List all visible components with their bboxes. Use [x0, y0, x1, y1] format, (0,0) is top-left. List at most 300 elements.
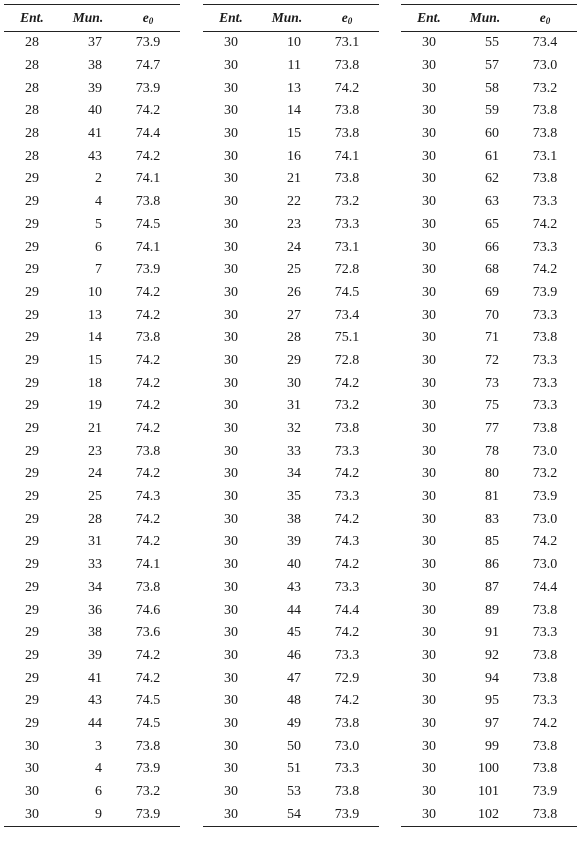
table-row [203, 554, 379, 577]
header-e0-sub: 0 [148, 16, 154, 26]
cell-e0: 73.3 [532, 398, 558, 414]
table-row [401, 577, 577, 600]
cell-e0: 73.9 [135, 80, 161, 96]
cell-mun: 92 [485, 647, 499, 663]
cell-e0: 74.2 [334, 375, 360, 391]
header-e0-sub: 0 [347, 16, 353, 26]
header-e0 [116, 10, 180, 26]
table-row [203, 214, 379, 237]
cell-mun: 27 [287, 307, 301, 323]
cell-e0: 73.3 [532, 352, 558, 368]
cell-e0: 74.2 [334, 557, 360, 573]
cell-mun: 26 [287, 284, 301, 300]
cell-e0: 73.8 [334, 784, 360, 800]
cell-ent: 29 [25, 693, 39, 709]
cell-mun: 60 [485, 126, 499, 142]
table-row [401, 622, 577, 645]
table-row [401, 259, 577, 282]
cell-e0: 74.4 [334, 602, 360, 618]
table-row [4, 395, 180, 418]
table-row [203, 418, 379, 441]
table-row [401, 327, 577, 350]
table-row [401, 440, 577, 463]
cell-e0: 73.3 [532, 307, 558, 323]
cell-ent: 30 [224, 625, 238, 641]
header-mun: Mun. [469, 10, 501, 25]
table-row [203, 645, 379, 668]
table-row [203, 713, 379, 736]
cell-ent: 29 [25, 715, 39, 731]
cell-mun: 5 [95, 216, 102, 232]
cell-ent: 30 [422, 284, 436, 300]
cell-mun: 63 [485, 194, 499, 210]
cell-e0: 74.5 [135, 715, 161, 731]
cell-e0: 74.2 [135, 375, 161, 391]
cell-e0: 73.8 [532, 761, 558, 777]
cell-mun: 44 [88, 715, 102, 731]
cell-ent: 30 [422, 625, 436, 641]
cell-ent: 29 [25, 284, 39, 300]
cell-ent: 30 [224, 647, 238, 663]
cell-e0: 73.3 [334, 647, 360, 663]
table-row [203, 463, 379, 486]
table-row [401, 350, 577, 373]
table-row [401, 508, 577, 531]
cell-e0: 73.8 [532, 421, 558, 437]
table-row [4, 100, 180, 123]
cell-e0: 74.5 [135, 693, 161, 709]
cell-ent: 30 [224, 602, 238, 618]
cell-mun: 61 [485, 148, 499, 164]
cell-ent: 30 [422, 126, 436, 142]
cell-e0: 74.3 [334, 534, 360, 550]
cell-ent: 30 [224, 171, 238, 187]
cell-e0: 73.8 [532, 330, 558, 346]
cell-ent: 30 [422, 171, 436, 187]
cell-e0: 74.2 [135, 466, 161, 482]
cell-mun: 10 [287, 35, 301, 51]
cell-mun: 14 [88, 330, 102, 346]
header-e0-base: e [341, 10, 348, 25]
cell-mun: 4 [95, 194, 102, 210]
cell-mun: 6 [95, 239, 102, 255]
cell-e0: 73.2 [135, 784, 161, 800]
cell-ent: 29 [25, 171, 39, 187]
table-row [4, 667, 180, 690]
cell-mun: 21 [88, 421, 102, 437]
table-row [203, 803, 379, 826]
cell-e0: 73.9 [532, 784, 558, 800]
cell-ent: 30 [224, 262, 238, 278]
table-row [4, 645, 180, 668]
header-ent: Ent. [417, 10, 441, 25]
cell-mun: 53 [287, 784, 301, 800]
cell-e0: 73.2 [334, 398, 360, 414]
cell-mun: 24 [88, 466, 102, 482]
table-row [4, 735, 180, 758]
table-row [203, 690, 379, 713]
cell-e0: 74.2 [135, 352, 161, 368]
cell-ent: 30 [224, 330, 238, 346]
cell-ent: 28 [25, 35, 39, 51]
cell-ent: 29 [25, 216, 39, 232]
cell-mun: 40 [88, 103, 102, 119]
table-row [401, 55, 577, 78]
cell-ent: 30 [422, 693, 436, 709]
cell-ent: 30 [224, 761, 238, 777]
table-row [203, 372, 379, 395]
cell-e0: 73.8 [532, 738, 558, 754]
table-row [4, 690, 180, 713]
cell-mun: 100 [478, 761, 499, 777]
table-row [4, 440, 180, 463]
cell-ent: 30 [422, 80, 436, 96]
cell-ent: 30 [224, 715, 238, 731]
table-row [401, 463, 577, 486]
cell-e0: 74.2 [532, 262, 558, 278]
cell-ent: 29 [25, 602, 39, 618]
cell-ent: 30 [422, 194, 436, 210]
cell-ent: 30 [422, 466, 436, 482]
cell-mun: 70 [485, 307, 499, 323]
table-row [401, 214, 577, 237]
cell-ent: 29 [25, 262, 39, 278]
header-ent: Ent. [20, 10, 44, 25]
table-row [4, 168, 180, 191]
cell-mun: 21 [287, 171, 301, 187]
cell-mun: 18 [88, 375, 102, 391]
cell-mun: 23 [287, 216, 301, 232]
cell-e0: 73.8 [532, 670, 558, 686]
table-row [203, 123, 379, 146]
cell-ent: 30 [422, 602, 436, 618]
table-row [401, 100, 577, 123]
table-row [4, 781, 180, 804]
cell-mun: 87 [485, 579, 499, 595]
cell-mun: 39 [88, 647, 102, 663]
header-row [401, 5, 577, 31]
cell-mun: 89 [485, 602, 499, 618]
header-e0-base: e [142, 10, 149, 25]
table-row [4, 508, 180, 531]
cell-mun: 43 [287, 579, 301, 595]
table-row [4, 372, 180, 395]
cell-e0: 73.8 [532, 647, 558, 663]
table-row [203, 191, 379, 214]
cell-ent: 30 [422, 511, 436, 527]
cell-ent: 29 [25, 352, 39, 368]
cell-e0: 73.8 [135, 330, 161, 346]
table-row [401, 77, 577, 100]
table-row [4, 236, 180, 259]
table-row [203, 395, 379, 418]
table-row [4, 145, 180, 168]
header-e0-base: e [539, 10, 546, 25]
table-row [203, 735, 379, 758]
cell-mun: 3 [95, 738, 102, 754]
cell-mun: 41 [88, 670, 102, 686]
table-row [401, 531, 577, 554]
cell-e0: 73.3 [532, 239, 558, 255]
cell-ent: 30 [224, 443, 238, 459]
cell-ent: 28 [25, 126, 39, 142]
table-body [4, 32, 180, 826]
cell-ent: 30 [224, 194, 238, 210]
table-row [401, 32, 577, 55]
table-row [4, 304, 180, 327]
cell-ent: 30 [224, 103, 238, 119]
cell-mun: 11 [287, 58, 301, 74]
table-block-3 [401, 0, 577, 827]
cell-mun: 16 [287, 148, 301, 164]
cell-e0: 73.8 [532, 171, 558, 187]
cell-e0: 74.2 [135, 284, 161, 300]
cell-ent: 29 [25, 330, 39, 346]
cell-mun: 47 [287, 670, 301, 686]
cell-ent: 29 [25, 557, 39, 573]
cell-mun: 13 [287, 80, 301, 96]
cell-e0: 72.9 [334, 670, 360, 686]
cell-ent: 30 [422, 58, 436, 74]
cell-ent: 29 [25, 466, 39, 482]
cell-ent: 30 [224, 489, 238, 505]
cell-mun: 39 [88, 80, 102, 96]
cell-ent: 30 [422, 557, 436, 573]
table-block-1 [4, 0, 180, 827]
cell-mun: 34 [88, 579, 102, 595]
cell-mun: 30 [287, 375, 301, 391]
cell-mun: 13 [88, 307, 102, 323]
cell-ent: 30 [25, 806, 39, 822]
table-row [203, 55, 379, 78]
table-row [203, 531, 379, 554]
cell-mun: 35 [287, 489, 301, 505]
cell-mun: 4 [95, 761, 102, 777]
table-row [203, 577, 379, 600]
table-row [401, 395, 577, 418]
table-row [203, 350, 379, 373]
cell-ent: 30 [224, 693, 238, 709]
cell-mun: 6 [95, 784, 102, 800]
cell-mun: 62 [485, 171, 499, 187]
cell-mun: 86 [485, 557, 499, 573]
cell-mun: 28 [287, 330, 301, 346]
cell-ent: 30 [422, 647, 436, 663]
cell-ent: 30 [422, 534, 436, 550]
cell-e0: 74.2 [334, 693, 360, 709]
cell-ent: 30 [422, 738, 436, 754]
cell-ent: 30 [224, 421, 238, 437]
cell-ent: 30 [422, 148, 436, 164]
table-row [401, 236, 577, 259]
cell-ent: 30 [422, 352, 436, 368]
cell-ent: 29 [25, 239, 39, 255]
cell-e0: 73.2 [532, 80, 558, 96]
cell-ent: 30 [422, 330, 436, 346]
bottom-rule [4, 826, 180, 827]
cell-e0: 73.8 [532, 806, 558, 822]
cell-ent: 30 [224, 784, 238, 800]
cell-mun: 68 [485, 262, 499, 278]
cell-mun: 10 [88, 284, 102, 300]
bottom-rule [401, 826, 577, 827]
table-row [4, 418, 180, 441]
header-row [4, 5, 180, 31]
cell-ent: 29 [25, 194, 39, 210]
cell-e0: 74.2 [334, 80, 360, 96]
cell-e0: 74.2 [334, 466, 360, 482]
cell-e0: 74.2 [135, 534, 161, 550]
cell-ent: 30 [25, 738, 39, 754]
cell-ent: 28 [25, 148, 39, 164]
cell-mun: 38 [88, 58, 102, 74]
cell-e0: 73.9 [334, 806, 360, 822]
cell-ent: 30 [422, 375, 436, 391]
bottom-rule [203, 826, 379, 827]
cell-mun: 94 [485, 670, 499, 686]
cell-ent: 29 [25, 489, 39, 505]
cell-mun: 41 [88, 126, 102, 142]
cell-mun: 15 [287, 126, 301, 142]
cell-e0: 73.1 [334, 35, 360, 51]
cell-e0: 73.9 [135, 761, 161, 777]
cell-mun: 78 [485, 443, 499, 459]
table-row [4, 282, 180, 305]
table-row [203, 440, 379, 463]
cell-e0: 74.2 [135, 670, 161, 686]
cell-ent: 30 [224, 239, 238, 255]
cell-mun: 28 [88, 511, 102, 527]
cell-ent: 30 [224, 80, 238, 96]
cell-mun: 31 [287, 398, 301, 414]
table-row [401, 554, 577, 577]
cell-ent: 30 [224, 126, 238, 142]
cell-ent: 30 [224, 511, 238, 527]
cell-mun: 7 [95, 262, 102, 278]
cell-ent: 30 [422, 443, 436, 459]
cell-e0: 72.8 [334, 352, 360, 368]
cell-ent: 30 [422, 670, 436, 686]
table-row [401, 282, 577, 305]
table-row [203, 100, 379, 123]
cell-ent: 29 [25, 375, 39, 391]
cell-ent: 30 [224, 466, 238, 482]
table-row [203, 32, 379, 55]
cell-e0: 73.8 [135, 579, 161, 595]
cell-e0: 73.8 [532, 103, 558, 119]
cell-ent: 29 [25, 534, 39, 550]
header-e0 [513, 10, 577, 26]
cell-mun: 22 [287, 194, 301, 210]
table-row [4, 214, 180, 237]
cell-ent: 30 [422, 715, 436, 731]
cell-e0: 73.3 [532, 194, 558, 210]
cell-mun: 58 [485, 80, 499, 96]
table-row [4, 463, 180, 486]
table-row [401, 599, 577, 622]
cell-ent: 30 [422, 216, 436, 232]
table-row [4, 259, 180, 282]
cell-e0: 75.1 [334, 330, 360, 346]
table-row [203, 145, 379, 168]
cell-ent: 29 [25, 421, 39, 437]
table-body [401, 32, 577, 826]
cell-mun: 24 [287, 239, 301, 255]
cell-mun: 102 [478, 806, 499, 822]
cell-mun: 37 [88, 35, 102, 51]
cell-mun: 25 [88, 489, 102, 505]
table-row [401, 690, 577, 713]
cell-e0: 74.7 [135, 58, 161, 74]
cell-e0: 73.8 [135, 738, 161, 754]
cell-e0: 74.3 [135, 489, 161, 505]
table-row [4, 531, 180, 554]
cell-mun: 101 [478, 784, 499, 800]
cell-ent: 29 [25, 443, 39, 459]
cell-e0: 73.9 [135, 35, 161, 51]
table-row [4, 803, 180, 826]
cell-mun: 44 [287, 602, 301, 618]
cell-ent: 30 [422, 307, 436, 323]
cell-ent: 30 [224, 58, 238, 74]
cell-e0: 74.1 [135, 557, 161, 573]
cell-e0: 73.3 [532, 375, 558, 391]
table-row [203, 282, 379, 305]
cell-ent: 30 [422, 398, 436, 414]
cell-ent: 30 [422, 489, 436, 505]
cell-ent: 30 [224, 806, 238, 822]
cell-ent: 30 [224, 557, 238, 573]
cell-mun: 19 [88, 398, 102, 414]
table-row [401, 735, 577, 758]
cell-e0: 73.1 [532, 148, 558, 164]
header-row [203, 5, 379, 31]
cell-e0: 74.2 [135, 647, 161, 663]
cell-e0: 73.0 [334, 738, 360, 754]
cell-mun: 25 [287, 262, 301, 278]
cell-e0: 74.2 [135, 148, 161, 164]
cell-mun: 33 [88, 557, 102, 573]
cell-mun: 83 [485, 511, 499, 527]
cell-ent: 30 [224, 284, 238, 300]
cell-e0: 74.5 [334, 284, 360, 300]
cell-mun: 72 [485, 352, 499, 368]
cell-ent: 28 [25, 80, 39, 96]
cell-e0: 74.2 [532, 216, 558, 232]
cell-e0: 74.5 [135, 216, 161, 232]
cell-e0: 73.8 [135, 194, 161, 210]
cell-e0: 73.3 [532, 625, 558, 641]
cell-e0: 74.4 [532, 579, 558, 595]
cell-e0: 73.3 [334, 761, 360, 777]
cell-mun: 31 [88, 534, 102, 550]
table-row [203, 781, 379, 804]
table-row [401, 781, 577, 804]
cell-mun: 32 [287, 421, 301, 437]
table-row [401, 667, 577, 690]
cell-ent: 30 [422, 579, 436, 595]
table-row [4, 327, 180, 350]
cell-e0: 74.2 [532, 715, 558, 731]
cell-ent: 30 [422, 239, 436, 255]
cell-ent: 28 [25, 58, 39, 74]
cell-mun: 81 [485, 489, 499, 505]
cell-mun: 48 [287, 693, 301, 709]
table-row [203, 667, 379, 690]
cell-e0: 74.4 [135, 126, 161, 142]
table-row [203, 758, 379, 781]
cell-e0: 73.6 [135, 625, 161, 641]
